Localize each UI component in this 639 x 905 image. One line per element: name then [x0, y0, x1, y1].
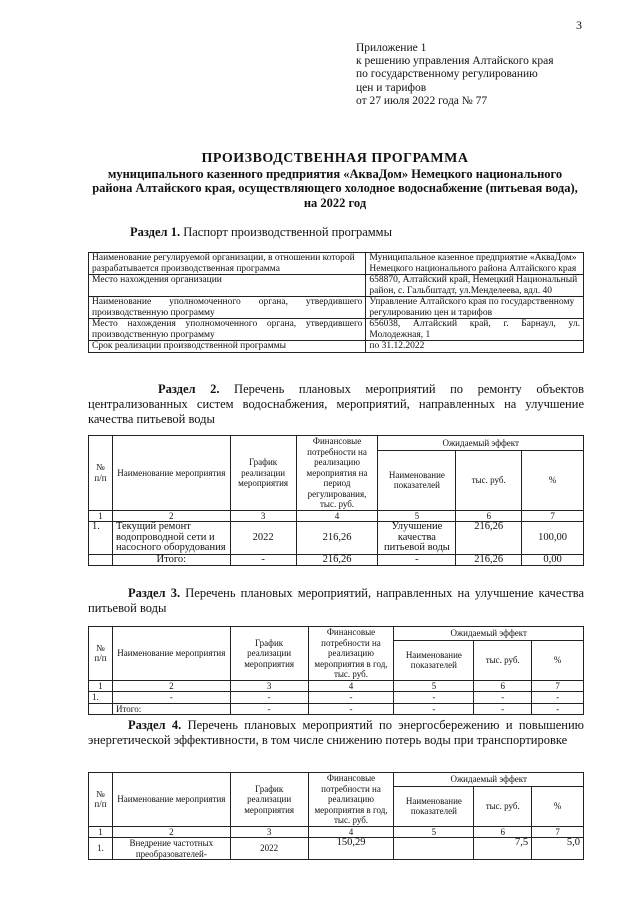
table-row [89, 838, 584, 860]
total-row [89, 703, 584, 715]
table-row [89, 341, 584, 353]
header-effect-pct: % [532, 787, 584, 826]
header-name: Наименование мероприятия [112, 773, 230, 827]
cell-schedule: 2022 [230, 522, 296, 555]
total-label: Итого: [112, 554, 230, 566]
section-label: Раздел 4. [128, 718, 182, 732]
cell-value: - [474, 692, 532, 704]
header-effect-pct: % [522, 450, 584, 510]
title-line: ПРОИЗВОДСТВЕННАЯ ПРОГРАММА [201, 151, 469, 166]
cell-num: 1. [89, 838, 113, 860]
total-schedule: - [230, 703, 308, 715]
page-number: 3 [576, 18, 582, 32]
header-schedule: График реализации мероприятия [230, 436, 296, 511]
header-name: Наименование мероприятия [112, 627, 230, 681]
header-effect: Ожидаемый эффект [378, 436, 584, 451]
cell-num: 1. [89, 522, 113, 555]
col-num: 6 [474, 826, 532, 838]
col-num: 2 [112, 680, 230, 692]
header-num: № п/п [89, 436, 113, 511]
cell-value: 656038, Алтайский край, г. Барнаул, ул. Молодежная, 1 [366, 319, 584, 341]
section-label: Раздел 1. [130, 225, 181, 239]
section-title: Перечень плановых мероприятий, направленных на улучшение качества питьевой воды [88, 586, 584, 615]
table-row [89, 275, 584, 297]
col-num: 4 [308, 826, 394, 838]
passport-table [88, 252, 584, 353]
appendix-line: по государственному регулированию [356, 68, 538, 81]
column-numbers-row [89, 510, 584, 522]
title-line: муниципального казенного предприятия «АкваДом» Немецкого национального [107, 166, 563, 181]
column-numbers-row [89, 826, 584, 838]
col-num: 2 [112, 510, 230, 522]
cell-name: Текущий ремонт водопроводной сети и насосного оборудования [112, 522, 230, 555]
table-row [89, 692, 584, 704]
header-finance: Финансовые потребности на реализацию мероприятия на период регулирования, тыс. руб. [296, 436, 378, 511]
cell-value: 7,5 [474, 838, 532, 860]
col-num: 3 [230, 826, 308, 838]
col-num: 1 [89, 510, 113, 522]
header-effect: Ожидаемый эффект [394, 627, 584, 641]
cell-indicator: - [394, 692, 474, 704]
col-num: 5 [394, 680, 474, 692]
header-effect-value: тыс. руб. [474, 641, 532, 680]
col-num: 1 [89, 826, 113, 838]
cell-pct: 5,0 [532, 838, 584, 860]
cell-indicator [394, 838, 474, 860]
total-indicator: - [394, 703, 474, 715]
table-row [89, 319, 584, 341]
header-effect-pct: % [532, 641, 584, 680]
energy-measures-table [88, 772, 584, 860]
header-effect-value: тыс. руб. [474, 787, 532, 826]
cell-schedule: 2022 [230, 838, 308, 860]
header-finance: Финансовые потребности на реализацию мероприятия в год, тыс. руб. [308, 627, 394, 681]
header-effect-name: Наименование показателей [378, 450, 456, 510]
appendix-line: к решению управления Алтайского края [356, 55, 554, 68]
header-num: № п/п [89, 773, 113, 827]
table-row [89, 522, 584, 555]
total-value: 216,26 [456, 554, 522, 566]
section2-heading [88, 382, 584, 427]
cell-finance: 150,29 [308, 838, 394, 860]
cell-label: Место нахождения организации [89, 275, 366, 297]
cell-finance: - [308, 692, 394, 704]
col-num: 2 [112, 826, 230, 838]
appendix-line: Приложение 1 [356, 42, 427, 54]
header-schedule: График реализации мероприятия [230, 627, 308, 681]
cell-num: 1. [89, 692, 113, 704]
col-num: 6 [456, 510, 522, 522]
col-num: 3 [230, 510, 296, 522]
cell-label: Наименование регулируемой организации, в отношении которой разрабатывается производственная программа [89, 253, 366, 275]
cell-label: Место нахождения уполномоченного органа, утвердившего производственную программу [89, 319, 366, 341]
col-num: 7 [522, 510, 584, 522]
section-label: Раздел 2. [158, 382, 220, 396]
cell-value: по 31.12.2022 [366, 341, 584, 353]
col-num: 5 [378, 510, 456, 522]
header-finance: Финансовые потребности на реализацию мероприятия в год, тыс. руб. [308, 773, 394, 827]
header-effect-name: Наименование показателей [394, 787, 474, 826]
section-title: Перечень плановых мероприятий по энергосбережению и повышению энергетической эффективности, в том числе снижению потерь воды при транспортировке [88, 718, 584, 747]
col-num: 7 [532, 826, 584, 838]
col-num: 3 [230, 680, 308, 692]
total-pct: 0,00 [522, 554, 584, 566]
appendix-line: от 27 июля 2022 года № 77 [356, 94, 488, 107]
header-effect: Ожидаемый эффект [394, 773, 584, 787]
cell-label: Срок реализации производственной программы [89, 341, 366, 353]
section-title: Перечень плановых мероприятий по ремонту объектов централизованных систем водоснабжения, мероприятий, направленных на улучшение качества питьевой воды [88, 382, 585, 426]
header-effect-value: тыс. руб. [456, 450, 522, 510]
title-line: на 2022 год [303, 195, 367, 210]
total-finance: - [308, 703, 394, 715]
section-label: Раздел 3. [128, 586, 181, 600]
repair-measures-table [88, 435, 584, 566]
cell-pct: 100,00 [522, 522, 584, 555]
col-num: 7 [532, 680, 584, 692]
table-row [89, 297, 584, 319]
section1-heading [130, 225, 392, 240]
total-label: Итого: [112, 703, 230, 715]
cell-value: 658870, Алтайский край, Немецкий Национальный район, с. Гальбштадт, ул.Менделеева, вдл. 40 [366, 275, 584, 297]
appendix-header [356, 42, 626, 108]
header-name: Наименование мероприятия [112, 436, 230, 511]
total-finance: 216,26 [296, 554, 378, 566]
total-schedule: - [230, 554, 296, 566]
table-row [89, 253, 584, 275]
col-num: 5 [394, 826, 474, 838]
total-row [89, 554, 584, 566]
section-title: Паспорт производственной программы [180, 225, 392, 239]
total-value: - [474, 703, 532, 715]
total-pct: - [532, 703, 584, 715]
col-num: 6 [474, 680, 532, 692]
document-title [80, 152, 590, 210]
cell-label: Наименование уполномоченного органа, утвердившего производственную программу [89, 297, 366, 319]
cell-value: 216,26 [456, 522, 522, 555]
col-num: 4 [308, 680, 394, 692]
quality-measures-table [88, 626, 584, 715]
total-indicator: - [378, 554, 456, 566]
section4-heading [88, 718, 584, 748]
col-num: 1 [89, 680, 113, 692]
section3-heading [88, 586, 584, 616]
header-num: № п/п [89, 627, 113, 681]
cell-pct: - [532, 692, 584, 704]
column-numbers-row [89, 680, 584, 692]
cell-value: Муниципальное казенное предприятие «АкваДом» Немецкого национального района Алтайского края [366, 253, 584, 275]
cell-indicator: Улучшение качества питьевой воды [378, 522, 456, 555]
cell-schedule: - [230, 692, 308, 704]
appendix-line: цен и тарифов [356, 81, 427, 94]
cell-value: Управление Алтайского края по государственному регулированию цен и тарифов [366, 297, 584, 319]
title-line: района Алтайского края, осуществляющего холодное водоснабжение (питьевая вода), [92, 181, 578, 195]
cell-name: - [112, 692, 230, 704]
header-schedule: График реализации мероприятия [230, 773, 308, 827]
cell-name: Внедрение частотных преобразователей- [112, 838, 230, 860]
cell-finance: 216,26 [296, 522, 378, 555]
col-num: 4 [296, 510, 378, 522]
header-effect-name: Наименование показателей [394, 641, 474, 680]
